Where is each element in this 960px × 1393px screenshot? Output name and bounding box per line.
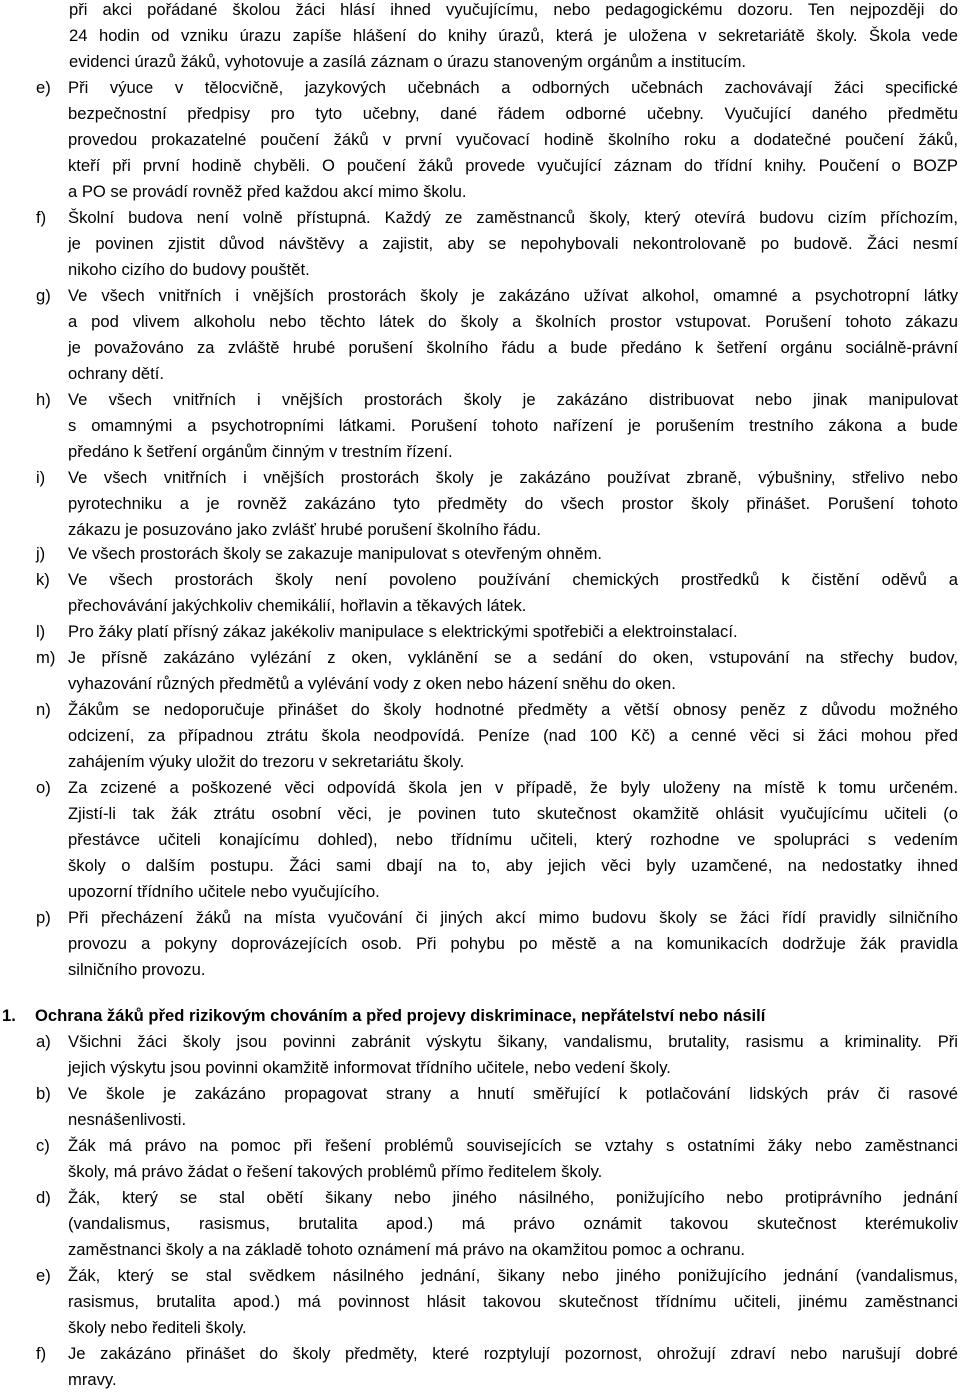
rule-line: provedou prokazatelné poučení žáků v první vyučovací hodině školního roku a dodatečné poučení žáků, [68,130,958,149]
section-title: Ochrana žáků před rizikovým chováním a před projevy diskriminace, nepřátelství nebo násilí [35,1006,766,1025]
rule-label: o) [36,778,51,797]
rule-line: Ve všech vnitřních i vnějších prostorách školy je zakázáno používat zbraně, výbušniny, střelivo nebo [68,468,958,487]
rule-line: a PO se provádí rovněž před každou akcí mimo školu. [68,182,467,201]
section-item-label: f) [36,1344,47,1363]
section-item-line: Žák, který se stal obětí šikany nebo jiného násilného, ponižujícího nebo protiprávního jednání [68,1188,958,1207]
section-item-line: školy nebo řediteli školy. [68,1318,247,1337]
rule-line: odcizení, za případnou ztrátu škola neodpovídá. Peníze (nad 100 Kč) a cenné věci si žáci mohou před [68,726,958,745]
rule-line: kteří při první hodině chyběli. O poučení žáků provede vyučující záznam do třídní knihy. Poučení o BOZP [68,156,958,175]
section-item-line: Žák, který se stal svědkem násilného jednání, šikany nebo jiného ponižujícího jednání (vandalismus, [68,1266,958,1285]
rule-line: provozu a pokyny doprovázejících osob. Při pohybu po městě a na komunikacích dodržuje žák pravidla [68,934,958,953]
rule-line: je povinen zjistit důvod návštěvy a zajistit, aby se nepohybovali nekontrolovaně po budově. Žáci nesmí [68,234,958,253]
rule-line: Ve všech prostorách školy se zakazuje manipulovat s otevřeným ohněm. [68,544,603,563]
section-item-line: mravy. [68,1370,117,1389]
rule-line: bezpečnostní předpisy pro tyto učebny, dané řádem odborné učebny. Vyučující daného předmětu [68,104,958,123]
rule-label: j) [36,544,46,563]
section-item-label: c) [36,1136,50,1155]
section-item-line: (vandalismus, rasismus, brutalita apod.) má právo oznámit takovou skutečnost kterémukoliv [68,1214,958,1233]
rule-line: školy o dalším postupu. Žáci sami dbají na to, aby jejich věci byly uzamčené, na nedostatky ihned [68,856,958,875]
intro-line: při akci pořádané školou žáci hlásí ihned vyučujícímu, nebo pedagogickému dozoru. Ten nejpozději do [69,0,958,19]
rule-line: a pod vlivem alkoholu nebo těchto látek do školy a školních prostor vstupovat. Porušení tohoto zákazu [68,312,958,331]
rule-line: Školní budova není volně přístupná. Každý ze zaměstnanců školy, který otevírá budovu cizím příchozím, [68,208,958,227]
section-item-line: Všichni žáci školy jsou povinni zabránit výskytu šikany, vandalismu, brutality, rasismu a kriminality. Při [68,1032,958,1051]
rule-line: je považováno za zvláště hrubé porušení školního řádu a bude předáno k šetření orgánu sociálně-právní [68,338,958,357]
rule-line: silničního provozu. [68,960,206,979]
rule-line: Ve všech prostorách školy není povoleno používání chemických prostředků k čistění oděvů a [68,570,958,589]
rule-label: p) [36,908,51,927]
section-item-line: rasismus, brutalita apod.) má povinnost hlásit takovou skutečnost třídnímu učiteli, jinému zaměstnanci [68,1292,958,1311]
rule-label: g) [36,286,51,305]
rule-label: i) [36,468,46,487]
rule-label: h) [36,390,51,409]
section-item-line: Je zakázáno přinášet do školy předměty, které rozptylují pozornost, ohrožují zdraví nebo narušují dobré [68,1344,958,1363]
rule-line: Ve všech vnitřních i vnějších prostorách školy je zakázáno distribuovat nebo jinak manipulovat [68,390,958,409]
rule-line: Pro žáky platí přísný zákaz jakékoliv manipulace s elektrickými spotřebiči a elektroinstalací. [68,622,738,641]
rule-line: přestávce učiteli konajícímu dohled), nebo třídnímu učiteli, který rozhodne ve spolupráci s vedením [68,830,958,849]
section-item-line: zaměstnanci školy a na základě tohoto oznámení má právo na okamžitou pomoc a ochranu. [68,1240,746,1259]
rule-line: Žákům se nedoporučuje přinášet do školy hodnotné předměty a větší obnosy peněz z důvodu možného [68,700,958,719]
section-item-label: b) [36,1084,51,1103]
section-item-label: a) [36,1032,51,1051]
rule-line: předáno k šetření orgánům činným v trestním řízení. [68,442,453,461]
rule-label: k) [36,570,50,589]
rule-line: pyrotechniku a je rovněž zakázáno tyto předměty do všech prostor školy přinášet. Porušení tohoto [68,494,958,513]
rule-line: zákazu je posuzováno jako zvlášť hrubé porušení školního řádu. [68,520,541,539]
rule-line: Je přísně zakázáno vylézání z oken, vyklánění se a sedání do oken, vstupování na střechy budov, [68,648,958,667]
rule-line: upozorní třídního učitele nebo vyučujícího. [68,882,380,901]
section-item-line: školy, má právo žádat o řešení takových problémů přímo ředitelem školy. [68,1162,603,1181]
section-number: 1. [2,1006,16,1025]
section-item-label: e) [36,1266,51,1285]
rule-line: Za zcizené a poškozené věci odpovídá škola jen v případě, že byly uloženy na místě k tomu určeném. [68,778,958,797]
rule-line: Při přecházení žáků na místa vyučování či jiných akcí mimo budovu školy se žáci řídí pravidly silničního [68,908,958,927]
rule-label: m) [36,648,56,667]
intro-line: 24 hodin od vzniku úrazu zapíše hlášení do knihy úrazů, která je uložena v sekretariátě školy. Škola vede [69,26,958,45]
rule-line: s omamnými a psychotropními látkami. Porušení tohoto nařízení je porušením trestního zákona a bude [68,416,958,435]
rule-line: Ve všech vnitřních i vnějších prostorách školy je zakázáno užívat alkohol, omamné a psychotropní látky [68,286,958,305]
rule-line: ochrany dětí. [68,364,164,383]
rule-label: l) [36,622,46,641]
intro-line: evidenci úrazů žáků, vyhotovuje a zasílá záznam o úrazu stanoveným orgánům a institucím. [69,52,746,71]
rule-line: Při výuce v tělocvičně, jazykových učebnách a odborných učebnách zachovávají žáci specifické [68,78,958,97]
rule-label: n) [36,700,51,719]
rule-label: e) [36,78,51,97]
rule-line: vyhazování různých předmětů a vylévání vody z oken nebo házení sněhu do oken. [68,674,676,693]
section-item-label: d) [36,1188,51,1207]
rule-label: f) [36,208,47,227]
section-item-line: Žák má právo na pomoc při řešení problémů souvisejících se vztahy s ostatními žáky nebo zaměstnanci [68,1136,958,1155]
rule-line: přechovávání jakýchkoliv chemikálií, hořlavin a těkavých látek. [68,596,527,615]
rule-line: nikoho cizího do budovy pouštět. [68,260,310,279]
section-item-line: jejich výskytu jsou povinni okamžitě informovat třídního učitele, nebo vedení školy. [68,1058,671,1077]
rule-line: zahájením výuky uložit do trezoru v sekretariátu školy. [68,752,465,771]
section-item-line: Ve škole je zakázáno propagovat strany a hnutí směřující k potlačování lidských práv či rasové [68,1084,958,1103]
section-item-line: nesnášenlivosti. [68,1110,187,1129]
rule-line: Zjistí-li tak žák ztrátu osobní věci, je povinen tuto skutečnost okamžitě ohlásit vyučujícímu učiteli (o [68,804,958,823]
